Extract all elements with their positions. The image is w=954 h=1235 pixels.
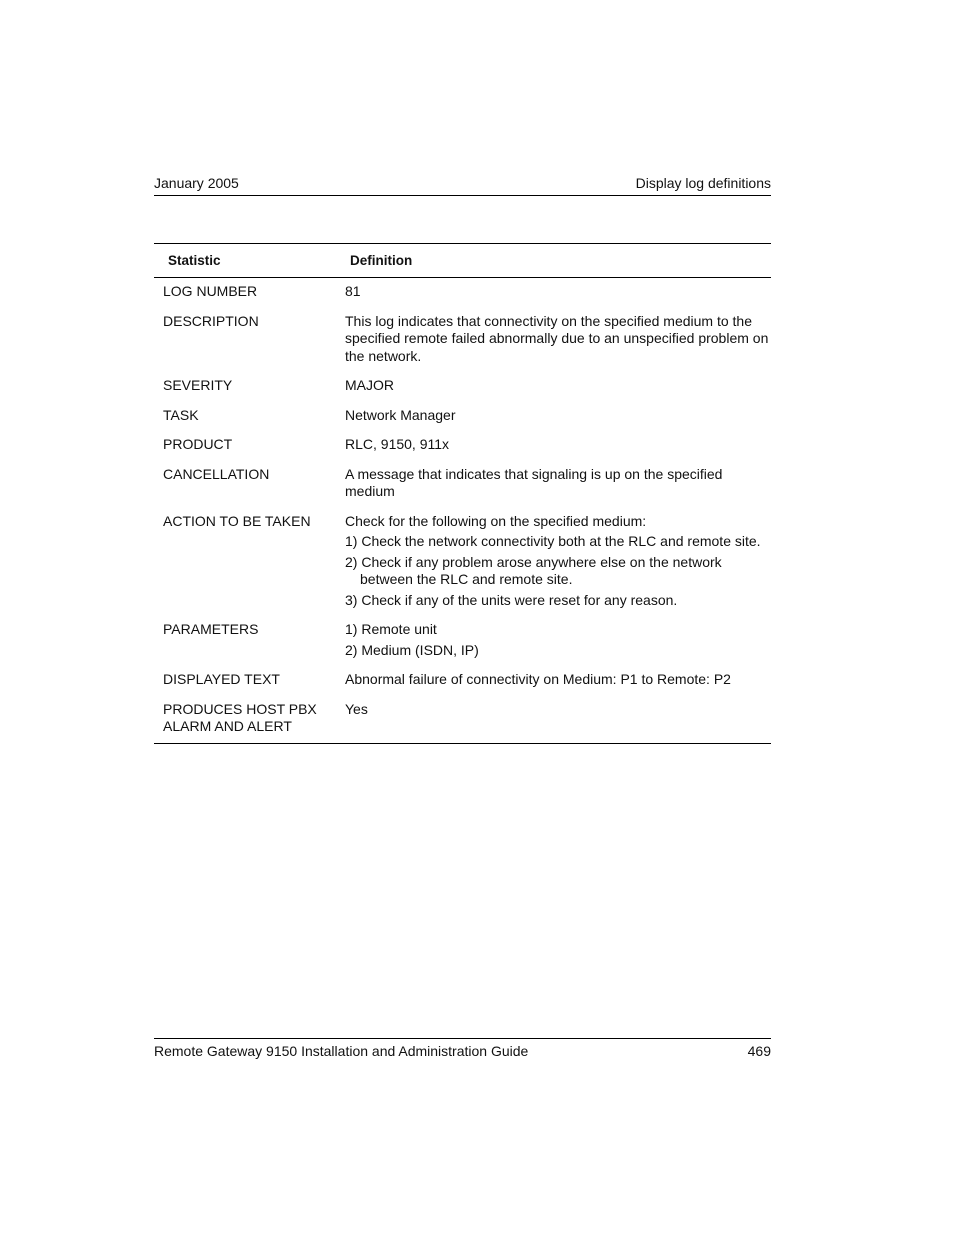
definition-cell <box>345 466 771 501</box>
action-step: 3) Check if any of the units were reset for any reason. <box>345 591 678 608</box>
definition-text: Network Manager <box>345 406 456 423</box>
table-row <box>154 701 771 741</box>
definition-text: This log indicates that connectivity on the specified medium to the specified remote failed abnormally due to an unspecified problem on the network. <box>345 312 769 364</box>
statistic-cell: TASK <box>163 406 199 423</box>
statistic-cell: PARAMETERS <box>163 621 259 637</box>
header-section-title: Display log definitions <box>635 175 771 191</box>
table-row <box>154 466 771 513</box>
definition-text: Abnormal failure of connectivity on Medium: P1 to Remote: P2 <box>345 671 731 687</box>
statistic-cell: DISPLAYED TEXT <box>163 671 280 687</box>
definition-cell <box>345 377 771 395</box>
definition-cell <box>345 283 771 301</box>
statistic-cell: LOG NUMBER <box>163 283 258 299</box>
column-header-definition: Definition <box>350 253 413 268</box>
statistic-cell: PRODUCES HOST PBX ALARM AND ALERT <box>163 700 317 734</box>
table-row <box>154 621 771 671</box>
definition-cell <box>345 671 771 689</box>
definition-text: 81 <box>345 283 361 299</box>
table-row <box>154 436 771 466</box>
table-row <box>154 283 771 313</box>
footer-guide-title: Remote Gateway 9150 Installation and Administration Guide <box>154 1043 529 1059</box>
table-row <box>154 513 771 622</box>
table-header-row <box>154 244 771 278</box>
running-header <box>154 174 771 196</box>
table-row <box>154 377 771 407</box>
action-step-continuation: between the RLC and remote site. <box>360 571 573 587</box>
definition-cell <box>345 436 771 454</box>
definition-cell <box>345 407 771 425</box>
action-step-line: 2) Check if any problem arose anywhere else on the network <box>345 553 722 570</box>
definition-text: Check for the following on the specified medium: <box>345 512 647 529</box>
definition-cell <box>345 313 771 366</box>
definition-cell <box>345 621 771 659</box>
definition-text: Yes <box>345 700 368 717</box>
column-header-statistic: Statistic <box>168 253 221 268</box>
table-row <box>154 671 771 701</box>
parameter-item: 2) Medium (ISDN, IP) <box>345 641 479 658</box>
log-definition-table <box>154 243 771 744</box>
table-row <box>154 313 771 378</box>
action-step <box>345 554 771 589</box>
header-date: January 2005 <box>154 175 239 191</box>
table-row <box>154 407 771 437</box>
statistic-cell: CANCELLATION <box>163 465 270 482</box>
action-step: 1) Check the network connectivity both at the RLC and remote site. <box>345 533 761 549</box>
parameter-item: 1) Remote unit <box>345 621 437 637</box>
statistic-cell: ACTION TO BE TAKEN <box>163 512 311 529</box>
page-number: 469 <box>747 1043 771 1059</box>
statistic-cell: DESCRIPTION <box>163 312 259 329</box>
definition-text: MAJOR <box>345 377 394 393</box>
statistic-cell: SEVERITY <box>163 377 233 393</box>
definition-cell <box>345 513 771 610</box>
running-footer <box>154 1038 771 1060</box>
definition-text: A message that indicates that signaling is up on the specified medium <box>345 465 723 499</box>
statistic-cell: PRODUCT <box>163 436 233 452</box>
table-body <box>154 278 771 743</box>
definition-text: RLC, 9150, 911x <box>345 436 450 452</box>
definition-cell <box>345 701 771 736</box>
